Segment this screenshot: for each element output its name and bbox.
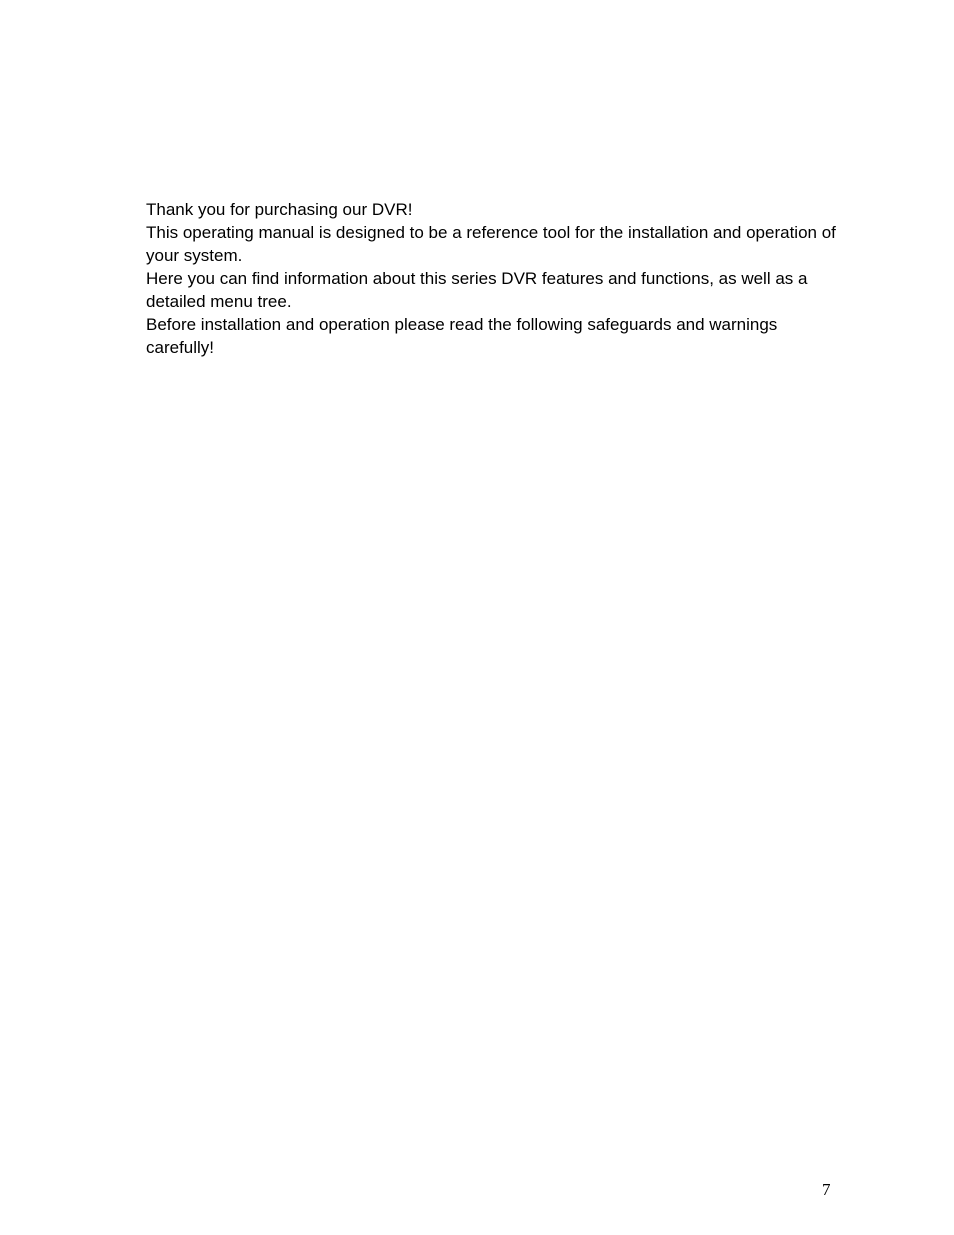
intro-paragraph-features: Here you can find information about this series DVR features and functions, as well as a detailed menu tree. bbox=[146, 269, 808, 311]
page-number: 7 bbox=[822, 1180, 831, 1199]
intro-paragraph-safeguards: Before installation and operation please read the following safeguards and warnings carefully! bbox=[146, 315, 778, 357]
intro-paragraph-thanks: Thank you for purchasing our DVR! bbox=[146, 200, 413, 219]
intro-text-block bbox=[146, 198, 846, 359]
intro-paragraph-manual-purpose: This operating manual is designed to be a reference tool for the installation and operation of your system. bbox=[146, 223, 836, 265]
